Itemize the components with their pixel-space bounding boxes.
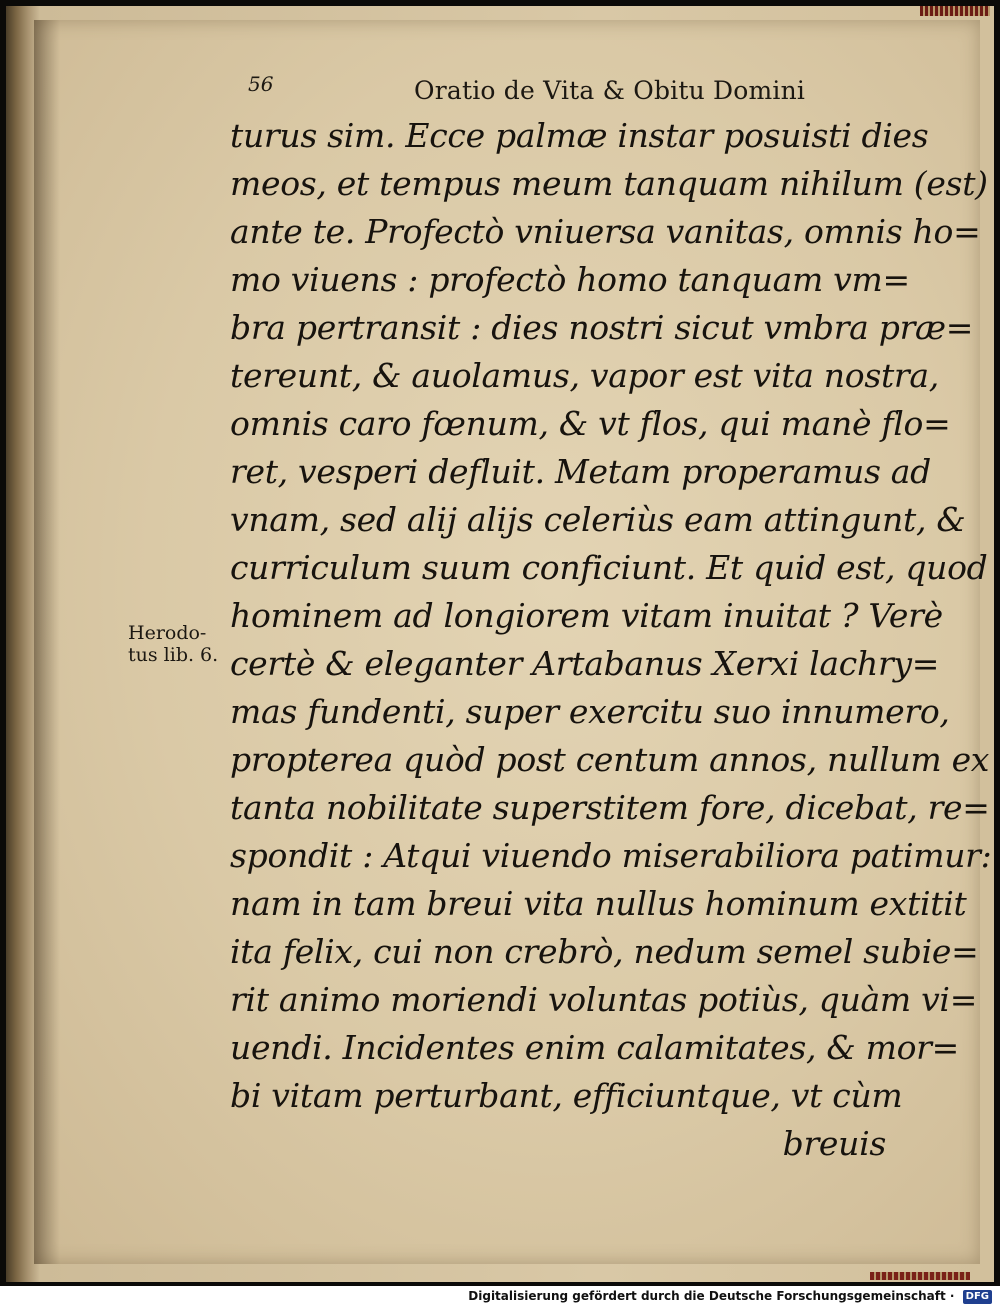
text-line: turus sim. Ecce palmæ instar posuisti dies — [230, 116, 929, 155]
text-line: hominem ad longiorem vitam inuitat ? Verè — [230, 596, 943, 635]
text-line: tereunt, & auolamus, vapor est vita nostra, — [230, 356, 939, 395]
color-strip-top — [920, 6, 990, 16]
running-head: Oratio de Vita & Obitu Domini — [414, 76, 806, 105]
text-line: meos, et tempus meum tanquam nihilum (est) — [230, 164, 988, 203]
catchword: breuis — [782, 1124, 886, 1163]
text-line: bi vitam perturbant, efficiuntque, vt cùm — [230, 1076, 903, 1115]
text-line: vnam, sed alij alijs celeriùs eam attingunt, & — [230, 500, 966, 539]
color-strip-bottom — [870, 1272, 970, 1280]
text-line: propterea quòd post centum annos, nullum ex — [230, 740, 990, 779]
margin-note-line: Herodo- — [128, 622, 207, 644]
page-header — [248, 72, 806, 112]
digitization-footer — [0, 1286, 1000, 1307]
text-line: mas fundenti, super exercitu suo innumero, — [230, 692, 950, 731]
text-line: certè & eleganter Artabanus Xerxi lachry= — [230, 644, 940, 683]
page-number: 56 — [248, 72, 274, 96]
text-line: curriculum suum conficiunt. Et quid est, quod — [230, 548, 988, 587]
text-line: ante te. Profectò vniuersa vanitas, omnis ho= — [230, 212, 981, 251]
text-line: bra pertransit : dies nostri sicut vmbra præ= — [230, 308, 974, 347]
gutter-shadow — [34, 20, 60, 1264]
text-line: rit animo moriendi voluntas potiùs, quàm vi= — [230, 980, 978, 1019]
dfg-logo: DFG — [963, 1290, 992, 1304]
text-line: spondit : Atqui viuendo miserabiliora patimur: — [230, 836, 992, 875]
text-line: omnis caro fœnum, & vt flos, qui manè flo= — [230, 404, 951, 443]
footer-text: Digitalisierung gefördert durch die Deutsche Forschungsgemeinschaft · — [468, 1289, 955, 1303]
text-line: ita felix, cui non crebrò, nedum semel subie= — [230, 932, 979, 971]
text-line: mo viuens : profectò homo tanquam vm= — [230, 260, 910, 299]
body-text — [230, 112, 992, 1168]
text-line: uendi. Incidentes enim calamitates, & mor= — [230, 1028, 959, 1067]
margin-note-line: tus lib. 6. — [128, 644, 219, 666]
margin-note — [128, 622, 228, 666]
text-line: ret, vesperi defluit. Metam properamus ad — [230, 452, 931, 491]
text-line: tanta nobilitate superstitem fore, dicebat, re= — [230, 788, 990, 827]
text-line: nam in tam breui vita nullus hominum extitit — [230, 884, 967, 923]
